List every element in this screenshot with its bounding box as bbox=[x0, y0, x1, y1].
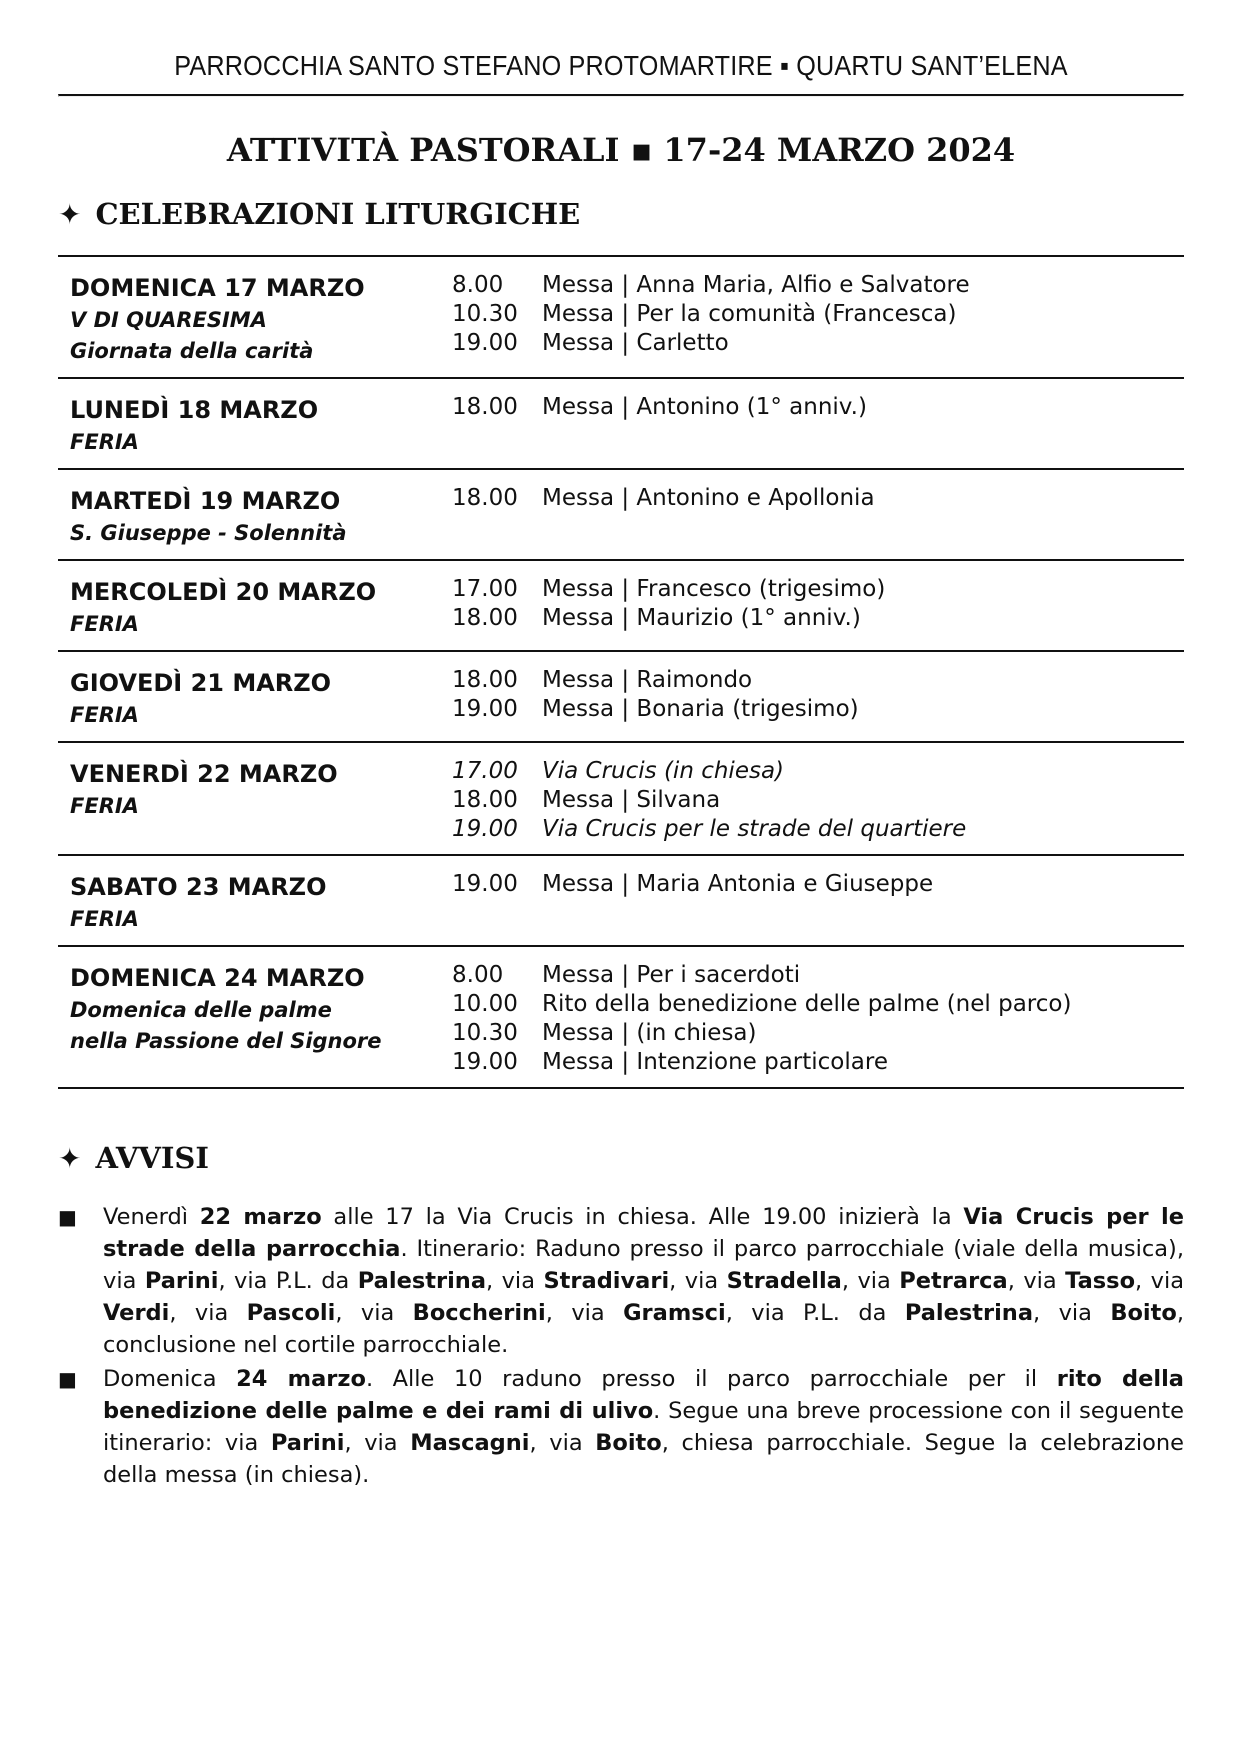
notice-emphasis: Stradella bbox=[726, 1268, 842, 1294]
event-description: Messa | Antonino e Apollonia bbox=[542, 485, 875, 511]
day-cell bbox=[58, 946, 452, 1088]
day-name: DOMENICA 17 MARZO bbox=[70, 274, 365, 302]
event-line bbox=[452, 393, 1184, 422]
table-row bbox=[58, 946, 1184, 1088]
notice-item bbox=[58, 1201, 1184, 1361]
section-heading-liturgy bbox=[58, 197, 1184, 231]
liturgical-note: FERIA bbox=[70, 430, 139, 454]
event-description: Messa | Carletto bbox=[542, 330, 729, 356]
notice-text: Venerdì bbox=[103, 1204, 200, 1230]
notice-text: , via bbox=[344, 1430, 411, 1456]
section-heading-notices bbox=[58, 1141, 1184, 1175]
event-description: Messa | Per i sacerdoti bbox=[542, 962, 801, 988]
day-cell bbox=[58, 469, 452, 560]
event-description: Rito della benedizione delle palme (nel parco) bbox=[542, 991, 1072, 1017]
notice-emphasis: 22 marzo bbox=[199, 1204, 322, 1230]
square-bullet-icon: ■ bbox=[58, 1367, 77, 1391]
four-point-star-icon: ✦ bbox=[58, 197, 82, 231]
event-time: 18.00 bbox=[452, 485, 518, 511]
notice-emphasis: Via Crucis per le strade della parrocchia bbox=[103, 1204, 1184, 1262]
notice-text: , via bbox=[669, 1268, 727, 1294]
event-time: 8.00 bbox=[452, 962, 504, 988]
notice-emphasis: Parini bbox=[270, 1430, 345, 1456]
liturgical-note: FERIA bbox=[70, 794, 139, 818]
event-description: Messa | Anna Maria, Alfio e Salvatore bbox=[542, 272, 970, 298]
four-point-star-icon: ✦ bbox=[58, 1141, 82, 1175]
event-time: 17.00 bbox=[452, 758, 518, 784]
notice-emphasis: Petrarca bbox=[899, 1268, 1008, 1294]
notice-text: , via P.L. da bbox=[218, 1268, 358, 1294]
event-description: Messa | Maurizio (1° anniv.) bbox=[542, 605, 861, 631]
notice-emphasis: Stradivari bbox=[543, 1268, 670, 1294]
notice-text: , via bbox=[545, 1300, 624, 1326]
liturgical-note: V DI QUARESIMA bbox=[70, 308, 267, 332]
event-description: Messa | Silvana bbox=[542, 787, 721, 813]
event-time: 8.00 bbox=[452, 272, 504, 298]
event-description: Messa | Intenzione particolare bbox=[542, 1049, 888, 1075]
event-time: 18.00 bbox=[452, 605, 518, 631]
notice-text: , via P.L. da bbox=[725, 1300, 905, 1326]
day-cell bbox=[58, 742, 452, 855]
section-heading-label: AVVISI bbox=[95, 1141, 209, 1175]
events-cell bbox=[452, 469, 1184, 560]
events-cell bbox=[452, 256, 1184, 378]
notice-text: . Alle 10 raduno presso il parco parrocchiale per il bbox=[365, 1366, 1057, 1392]
parish-header: PARROCCHIA SANTO STEFANO PROTOMARTIRE ▪ QUARTU SANT’ELENA bbox=[174, 50, 1068, 81]
event-time: 17.00 bbox=[452, 576, 518, 602]
day-cell bbox=[58, 651, 452, 742]
notice-text: , via bbox=[1135, 1268, 1185, 1294]
event-line bbox=[452, 990, 1184, 1019]
schedule-table bbox=[58, 255, 1184, 1089]
liturgical-note: nella Passione del Signore bbox=[70, 1029, 382, 1053]
day-name: MERCOLEDÌ 20 MARZO bbox=[70, 578, 377, 606]
notice-text: Domenica bbox=[103, 1366, 237, 1392]
header-rule bbox=[58, 94, 1184, 97]
table-row bbox=[58, 469, 1184, 560]
day-cell bbox=[58, 378, 452, 469]
notice-text: , via bbox=[529, 1430, 596, 1456]
events-cell bbox=[452, 742, 1184, 855]
event-line bbox=[452, 1019, 1184, 1048]
notice-emphasis: Boccherini bbox=[412, 1300, 546, 1326]
notice-text: , via bbox=[1007, 1268, 1066, 1294]
document-page bbox=[58, 0, 1184, 1493]
notice-emphasis: Boito bbox=[595, 1430, 662, 1456]
square-bullet-icon: ■ bbox=[58, 1205, 77, 1229]
day-name: GIOVEDÌ 21 MARZO bbox=[70, 669, 332, 697]
table-row bbox=[58, 378, 1184, 469]
day-name: LUNEDÌ 18 MARZO bbox=[70, 396, 319, 424]
notice-emphasis: Palestrina bbox=[904, 1300, 1034, 1326]
notice-emphasis: Parini bbox=[144, 1268, 219, 1294]
event-line bbox=[452, 300, 1184, 329]
page-title: ATTIVITÀ PASTORALI ▪ 17-24 MARZO 2024 bbox=[226, 131, 1016, 169]
event-description: Messa | Antonino (1° anniv.) bbox=[542, 394, 867, 420]
event-line bbox=[452, 271, 1184, 300]
notice-emphasis: Gramsci bbox=[623, 1300, 726, 1326]
event-description: Messa | Raimondo bbox=[542, 667, 753, 693]
event-time: 18.00 bbox=[452, 394, 518, 420]
event-time: 19.00 bbox=[452, 330, 518, 356]
event-line bbox=[452, 575, 1184, 604]
event-description: Via Crucis (in chiesa) bbox=[542, 758, 785, 784]
day-name: DOMENICA 24 MARZO bbox=[70, 964, 365, 992]
event-line bbox=[452, 604, 1184, 633]
event-line bbox=[452, 815, 1184, 844]
events-cell bbox=[452, 560, 1184, 651]
event-description: Messa | Francesco (trigesimo) bbox=[542, 576, 886, 602]
event-time: 18.00 bbox=[452, 787, 518, 813]
notice-text: . Itinerario: Raduno presso il parco parrocchiale (viale della musica), via bbox=[103, 1236, 1184, 1294]
day-name: MARTEDÌ 19 MARZO bbox=[70, 487, 341, 515]
event-line bbox=[452, 757, 1184, 786]
event-time: 10.30 bbox=[452, 301, 518, 327]
notice-emphasis: Tasso bbox=[1065, 1268, 1136, 1294]
table-row bbox=[58, 560, 1184, 651]
notice-text: , via bbox=[486, 1268, 544, 1294]
event-description: Messa | (in chiesa) bbox=[542, 1020, 757, 1046]
day-cell bbox=[58, 256, 452, 378]
event-line bbox=[452, 786, 1184, 815]
day-name: SABATO 23 MARZO bbox=[70, 873, 327, 901]
notice-text: , conclusione nel cortile parrocchiale. bbox=[103, 1300, 1185, 1358]
notice-emphasis: Verdi bbox=[103, 1300, 170, 1326]
event-description: Messa | Maria Antonia e Giuseppe bbox=[542, 871, 934, 897]
day-name: VENERDÌ 22 MARZO bbox=[70, 760, 338, 788]
notice-text: alle 17 la Via Crucis in chiesa. Alle 19.00 inizierà la bbox=[321, 1204, 964, 1230]
event-line bbox=[452, 484, 1184, 513]
table-row bbox=[58, 742, 1184, 855]
notice-text: , chiesa parrocchiale. Segue la celebrazione della messa (in chiesa). bbox=[103, 1430, 1184, 1488]
notice-emphasis: Mascagni bbox=[410, 1430, 530, 1456]
liturgical-note: Domenica delle palme bbox=[70, 998, 332, 1022]
event-time: 19.00 bbox=[452, 871, 518, 897]
table-row bbox=[58, 256, 1184, 378]
day-cell bbox=[58, 855, 452, 946]
event-line bbox=[452, 961, 1184, 990]
event-line bbox=[452, 666, 1184, 695]
table-row bbox=[58, 855, 1184, 946]
notice-emphasis: Pascoli bbox=[246, 1300, 336, 1326]
notice-emphasis: 24 marzo bbox=[236, 1366, 366, 1392]
table-row bbox=[58, 651, 1184, 742]
notice-text: , via bbox=[335, 1300, 413, 1326]
event-time: 18.00 bbox=[452, 667, 518, 693]
events-cell bbox=[452, 378, 1184, 469]
events-cell bbox=[452, 651, 1184, 742]
event-line bbox=[452, 329, 1184, 358]
liturgical-note: FERIA bbox=[70, 612, 139, 636]
notice-emphasis: Boito bbox=[1110, 1300, 1177, 1326]
liturgical-note: Giornata della carità bbox=[70, 339, 314, 363]
liturgical-note: FERIA bbox=[70, 703, 139, 727]
event-time: 19.00 bbox=[452, 1049, 518, 1075]
liturgical-note: FERIA bbox=[70, 907, 139, 931]
notice-text: , via bbox=[841, 1268, 900, 1294]
event-time: 19.00 bbox=[452, 816, 518, 842]
notice-text: , via bbox=[1033, 1300, 1111, 1326]
event-time: 10.00 bbox=[452, 991, 518, 1017]
events-cell bbox=[452, 946, 1184, 1088]
event-description: Via Crucis per le strade del quartiere bbox=[542, 816, 967, 842]
event-line bbox=[452, 870, 1184, 899]
notice-emphasis: Palestrina bbox=[357, 1268, 486, 1294]
event-line bbox=[452, 695, 1184, 724]
notice-emphasis: rito della benedizione delle palme e dei rami di ulivo bbox=[103, 1366, 1184, 1424]
notices-list bbox=[58, 1201, 1184, 1491]
day-cell bbox=[58, 560, 452, 651]
event-description: Messa | Per la comunità (Francesca) bbox=[542, 301, 957, 327]
section-heading-label: CELEBRAZIONI LITURGICHE bbox=[95, 197, 581, 231]
event-description: Messa | Bonaria (trigesimo) bbox=[542, 696, 859, 722]
events-cell bbox=[452, 855, 1184, 946]
event-time: 19.00 bbox=[452, 696, 518, 722]
notice-item bbox=[58, 1363, 1184, 1491]
event-line bbox=[452, 1048, 1184, 1077]
event-time: 10.30 bbox=[452, 1020, 518, 1046]
notice-text: . Segue una breve processione con il seguente itinerario: via bbox=[103, 1398, 1184, 1456]
notice-text: , via bbox=[169, 1300, 247, 1326]
liturgical-note: S. Giuseppe - Solennità bbox=[70, 521, 347, 545]
